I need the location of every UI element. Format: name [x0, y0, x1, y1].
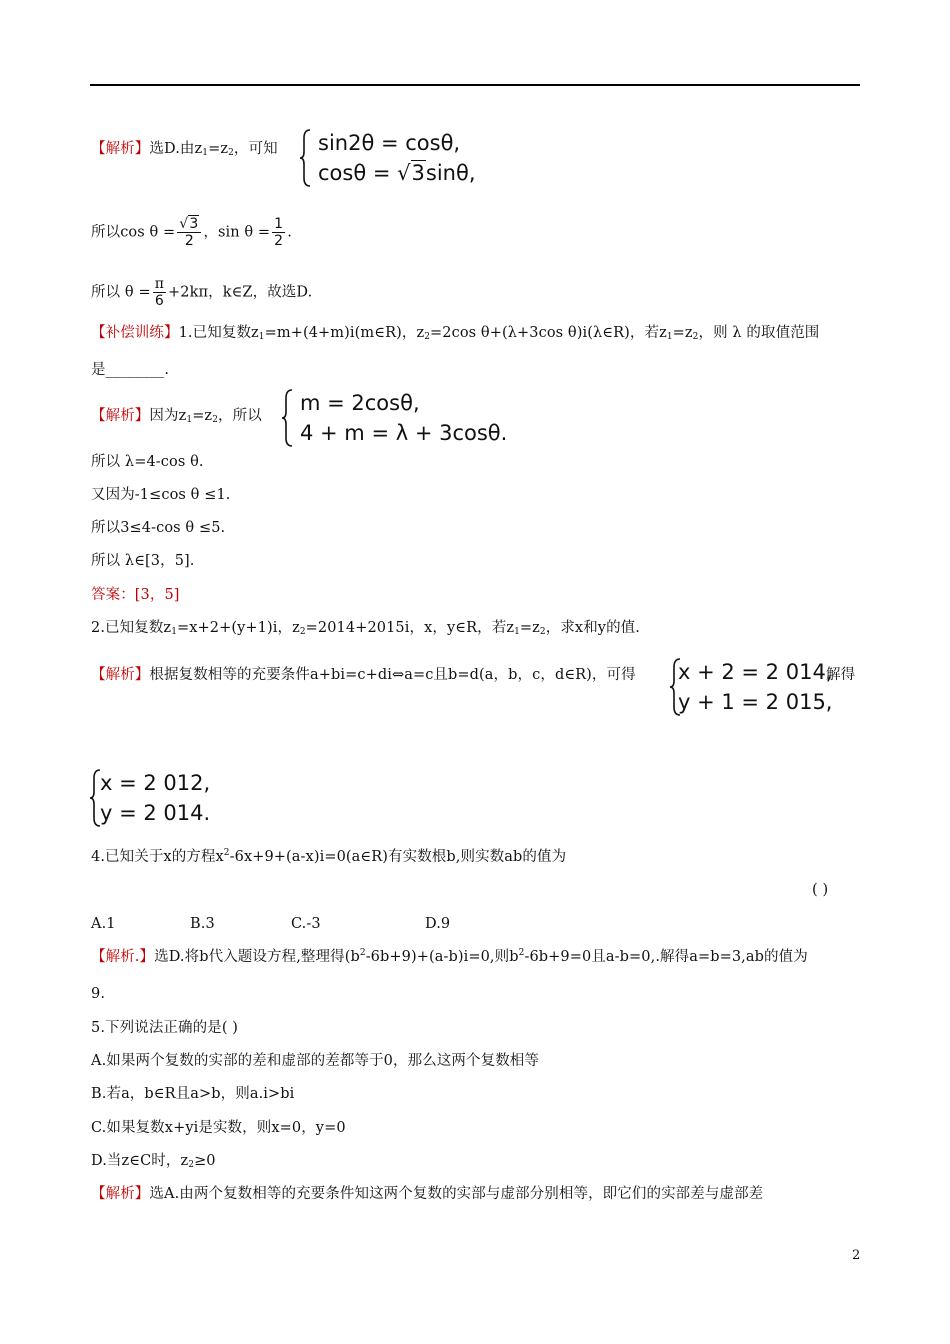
- fraction-denominator: 2: [184, 233, 194, 249]
- system-2-row-2: 4 + m = λ + 3cosθ.: [300, 421, 508, 445]
- fraction-numerator: π: [154, 276, 165, 292]
- question-5-option-c: C.如果复数x+yi是实数，则x=0，y=0: [91, 1120, 346, 1136]
- solution-text: 根据复数相等的充要条件a+bi=c+di⇔a=c且b=d(a，b，c，d∈R)，可得: [149, 667, 636, 683]
- solution-text: 选A.由两个复数相等的充要条件知这两个复数的实部与虚部分别相等，即它们的实部差与虚部差: [149, 1186, 764, 1202]
- system-2-row-1: m = 2cosθ,: [300, 391, 420, 415]
- question-4-option-b: B.3: [190, 916, 215, 932]
- solution-line-7: 所以 λ=4-cos θ.: [91, 454, 204, 470]
- solution-text: 选D.将b代入题设方程,整理得$(b^2-6b+9)+(a-b)i=0$,则$b^2-6b+9=0$且a-b=0,.解得a=b=3,ab的值为: [154, 948, 808, 965]
- theta-label: 所以 θ =: [91, 284, 151, 301]
- fraction-numerator: [177, 216, 201, 233]
- sin-label: ，sin θ =: [203, 224, 271, 241]
- answer-line: 答案：[3，5]: [91, 587, 180, 603]
- header-rule: [90, 84, 860, 86]
- left-brace-icon: [90, 768, 102, 828]
- exercise-tag: 【补偿训练】: [91, 325, 179, 341]
- solution-line-1: [91, 139, 278, 159]
- solution-text: 因为$z_1=z_2$，所以: [149, 408, 262, 425]
- fraction-denominator: 6: [154, 293, 164, 309]
- fraction-numerator: 1: [274, 216, 284, 232]
- solution-line-3: [91, 276, 312, 309]
- equation-system-3: [670, 657, 832, 717]
- equation-system-4: [90, 768, 210, 828]
- sqrt-radicand-small: 3: [189, 216, 199, 232]
- cos-label: 所以cos θ =: [91, 224, 176, 241]
- solution-line-6: [91, 406, 262, 426]
- sqrt-3-small: √3: [179, 216, 199, 232]
- theta-rest: +2kπ，k∈Z，故选D.: [168, 284, 313, 301]
- exercise-1-line-2: 是________.: [91, 362, 170, 378]
- exercise-1-text: 1.已知复数$z_1=m+(4+m)i(m\in R)$，$z_2=2\cos$ θ+(λ+3cos θ)i(λ∈R)，若$z_1=z_2$，则 λ 的取值范围: [178, 325, 820, 342]
- question-2: 2.已知复数$z_1=x+2+(y+1)i$，$z_2=2014+2015i$，x，y∈R，若$z_1=z_2$，求x和y的值.: [91, 620, 640, 637]
- system-3-row-2: y + 1 = 2 015,: [678, 690, 833, 714]
- solution-line-13: [91, 665, 636, 685]
- solution-tag: 【解析】: [91, 1186, 150, 1202]
- question-4-answer-paren: ( ): [812, 882, 829, 898]
- solution-line-16: [91, 1184, 763, 1204]
- question-5-option-a: A.如果两个复数的实部的差和虚部的差都等于0，那么这两个复数相等: [91, 1053, 540, 1069]
- equation-system-2: [282, 388, 507, 448]
- solution-line-10: 所以 λ∈[3，5].: [91, 553, 195, 569]
- question-4-option-c: C.-3: [291, 916, 321, 932]
- system-1-row-1: sin2θ = cosθ,: [318, 131, 461, 155]
- solution-tag: 【解析】: [91, 408, 150, 424]
- system-1-row-2-left: cosθ =: [318, 161, 398, 185]
- system-1-row-2: [300, 158, 476, 188]
- question-4-stem: 4.已知关于x的方程$x^2-6x+9+(a-x)i=0(a\in R)$有实数根b,则实数ab的值为: [91, 848, 567, 865]
- page-number: 2: [852, 1248, 861, 1263]
- system-4-row-2: y = 2 014.: [100, 801, 211, 825]
- equation-system-1: [300, 128, 476, 188]
- left-brace-icon: [670, 657, 682, 717]
- sqrt-radicand: 3: [411, 161, 425, 185]
- solution-tag: 【解析】: [91, 667, 150, 683]
- system-3-row-1: x + 2 = 2 014,: [678, 660, 833, 684]
- left-brace-icon: [300, 128, 312, 188]
- exercise-1-line: [91, 323, 819, 343]
- fraction-sqrt3-over-2: [177, 216, 201, 249]
- left-brace-icon: [282, 388, 294, 448]
- solution-line-8: 又因为-1≤cos θ ≤1.: [91, 487, 231, 503]
- solution-text: 选D.由$z_1=z_2$，可知: [149, 141, 278, 158]
- solution-line-15: 9.: [91, 986, 106, 1002]
- system-1-row-2-right: sinθ,: [425, 161, 476, 185]
- solution-tag: 【解析】: [91, 141, 150, 157]
- fraction-pi-over-6: [153, 276, 166, 309]
- solution-line-9: 所以3≤4-cos θ ≤5.: [91, 520, 226, 536]
- fraction-denominator: 2: [274, 233, 284, 249]
- fraction-1-over-2: [272, 216, 285, 249]
- system-4-row-1: x = 2 012,: [100, 771, 211, 795]
- question-4-option-a: A.1: [91, 916, 116, 932]
- question-4-option-d: D.9: [425, 916, 451, 932]
- sqrt-3: √3: [397, 161, 425, 185]
- solution-line-2: [91, 216, 292, 249]
- solve-label: 解得: [826, 667, 856, 683]
- question-5-option-b: B.若a，b∈R且a>b，则a.i>bi: [91, 1086, 295, 1102]
- solution-tag: 【解析.】: [91, 949, 155, 965]
- question-5-stem: 5.下列说法正确的是( ): [91, 1020, 239, 1036]
- period: .: [287, 224, 292, 241]
- question-5-option-d: D.当z∈C时，$z_2\ge 0$: [91, 1153, 216, 1170]
- solution-line-14: [91, 947, 808, 967]
